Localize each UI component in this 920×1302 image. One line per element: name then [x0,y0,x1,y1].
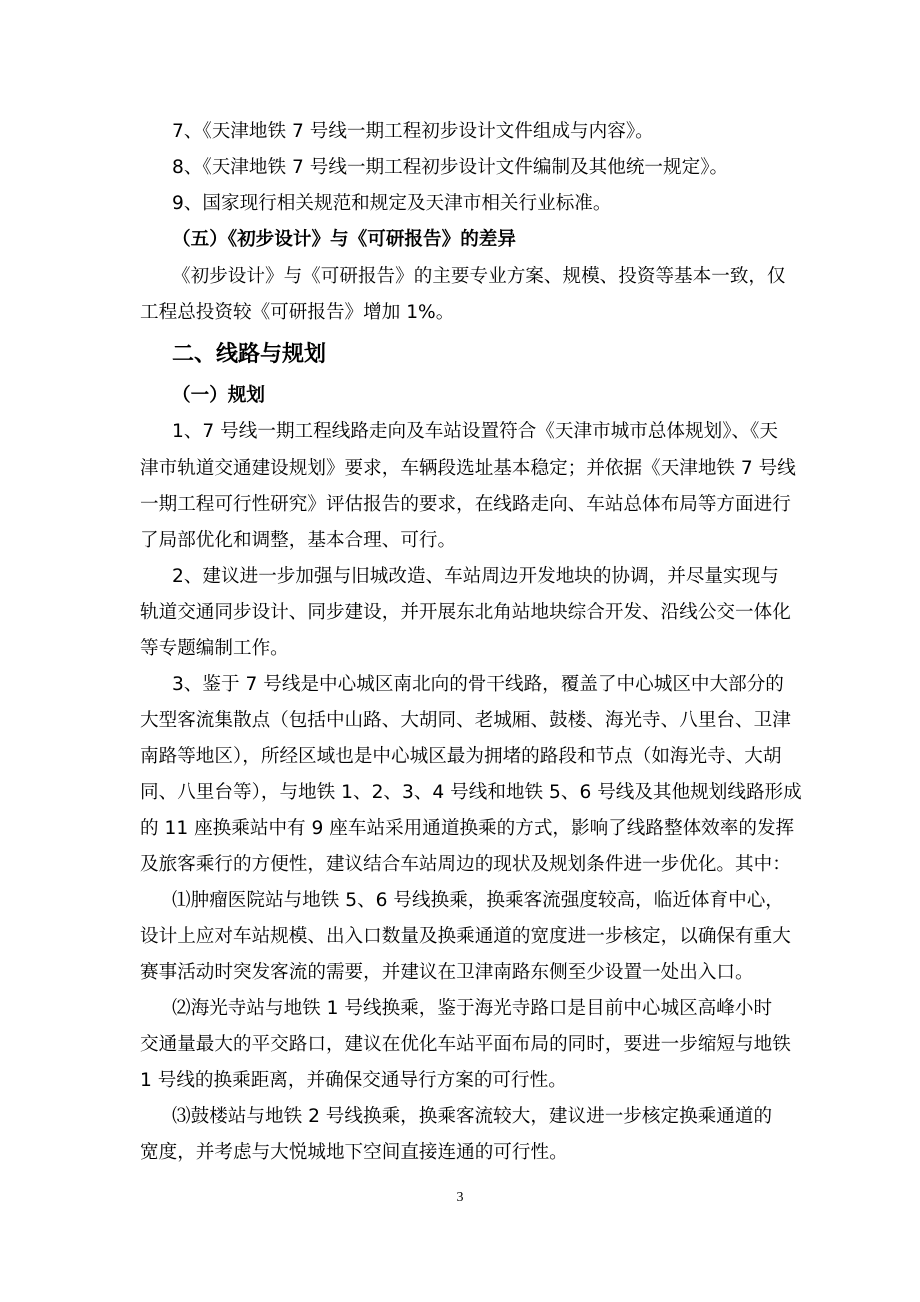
paragraph-line: 及旅客乘行的方便性，建议结合车站周边的现状及规划条件进一步优化。其中： [140,854,791,875]
paragraph-line: ⑵海光寺站与地铁 1 号线换乘，鉴于海光寺路口是目前中心城区高峰小时 [172,998,773,1019]
paragraph-line: 1、7 号线一期工程线路走向及车站设置符合《天津市城市总体规划》、《天 [172,421,778,442]
paragraph-line: 1 号线的换乘距离，并确保交通导行方案的可行性。 [140,1070,567,1091]
paragraph-line: 津市轨道交通建设规划》要求，车辆段选址基本稳定；并依据《天津地铁 7 号线 [140,458,796,479]
section-heading-1: （一）规划 [172,385,265,406]
paragraph-line: 的 11 座换乘站中有 9 座车站采用通道换乘的方式，影响了线路整体效率的发挥 [140,818,795,839]
chapter-heading: 二、线路与规划 [172,342,327,367]
list-item-7: 7、《天津地铁 7 号线一期工程初步设计文件组成与内容》。 [172,121,654,142]
list-item-8: 8、《天津地铁 7 号线一期工程初步设计文件编制及其他统一规定》。 [172,157,729,178]
paragraph-line: 交通量最大的平交路口，建议在优化车站平面布局的同时，要进一步缩短与地铁 [140,1034,791,1055]
paragraph-line: 同、八里台等），与地铁 1、2、3、4 号线和地铁 5、6 号线及其他规划线路形成 [140,782,802,803]
paragraph-line: 工程总投资较《可研报告》增加 1%。 [140,302,455,323]
paragraph-line: 一期工程可行性研究》评估报告的要求，在线路走向、车站总体布局等方面进行 [140,494,791,515]
paragraph-line: 等专题编制工作。 [140,638,289,659]
paragraph-line: 《初步设计》与《可研报告》的主要专业方案、规模、投资等基本一致，仅 [172,266,786,287]
paragraph-line: 南路等地区），所经区域也是中心城区最为拥堵的路段和节点（如海光寺、大胡 [140,746,782,767]
paragraph-line: 赛事活动时突发客流的需要，并建议在卫津南路东侧至少设置一处出入口。 [140,962,754,983]
paragraph-line: 宽度，并考虑与大悦城地下空间直接连通的可行性。 [140,1142,568,1163]
list-item-9: 9、国家现行相关规范和规定及天津市相关行业标准。 [172,193,612,214]
section-heading-5: （五）《初步设计》与《可研报告》的差异 [172,229,516,250]
paragraph-line: 3、鉴于 7 号线是中心城区南北向的骨干线路，覆盖了中心城区中大部分的 [172,674,784,695]
paragraph-line: 大型客流集散点（包括中山路、大胡同、老城厢、鼓楼、海光寺、八里台、卫津 [140,710,791,731]
paragraph-line: 设计上应对车站规模、出入口数量及换乘通道的宽度进一步核定，以确保有重大 [140,926,791,947]
paragraph-line: ⑴肿瘤医院站与地铁 5、6 号线换乘，换乘客流强度较高，临近体育中心， [172,890,784,911]
paragraph-line: 轨道交通同步设计、同步建设，并开展东北角站地块综合开发、沿线公交一体化 [140,602,791,623]
paragraph-line: ⑶鼓楼站与地铁 2 号线换乘，换乘客流较大，建议进一步核定换乘通道的 [172,1106,773,1127]
paragraph-line: 2、建议进一步加强与旧城改造、车站周边开发地块的协调，并尽量实现与 [172,566,779,587]
paragraph-line: 了局部优化和调整，基本合理、可行。 [140,530,457,551]
page-number: 3 [456,1190,464,1205]
